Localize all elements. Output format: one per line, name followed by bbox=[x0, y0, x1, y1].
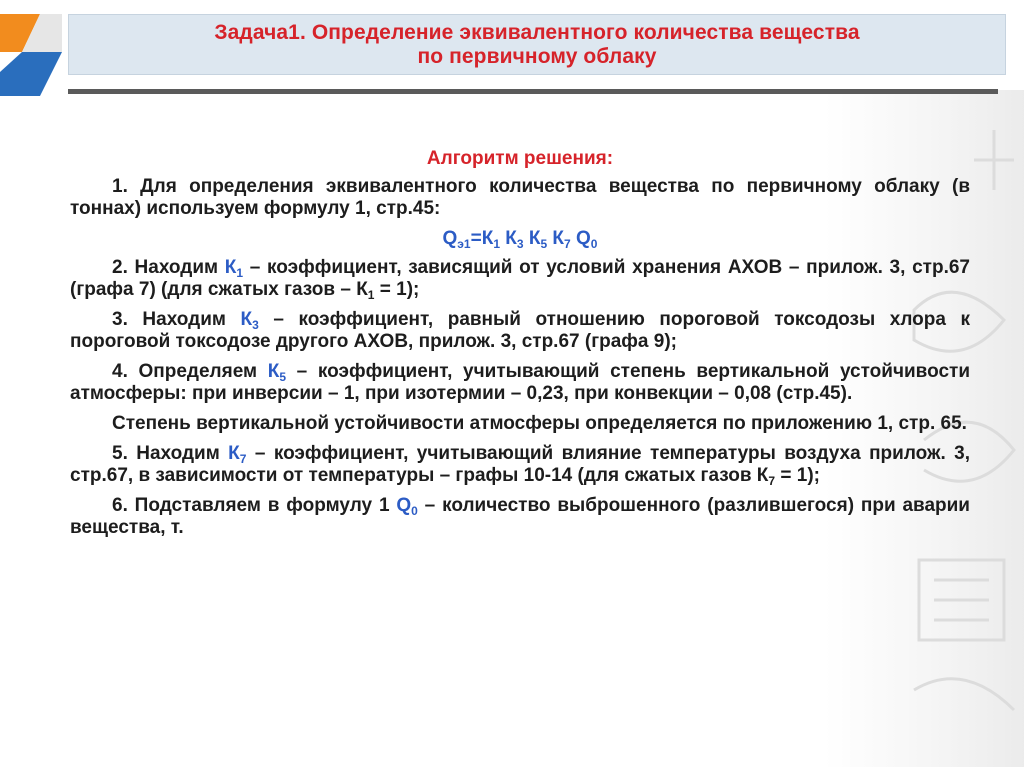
formula-k7-sub: 7 bbox=[564, 237, 571, 251]
step-6 bbox=[70, 495, 970, 539]
title-banner bbox=[68, 14, 1006, 75]
coef-k1 bbox=[225, 257, 243, 278]
formula-k7: К bbox=[547, 228, 565, 249]
coef-k3 bbox=[241, 309, 259, 330]
stability-note: Степень вертикальной устойчивости атмосферы определяется по приложению 1, стр. 65. bbox=[112, 413, 967, 434]
coef-q0-letter: Q bbox=[396, 495, 412, 516]
step-3-prefix: 3. Находим bbox=[112, 309, 241, 330]
formula-k5: К bbox=[523, 228, 541, 249]
coef-k1-letter: К bbox=[224, 257, 237, 278]
step-5 bbox=[70, 443, 970, 487]
formula-k5-sub: 5 bbox=[540, 237, 548, 251]
step-3-text: – коэффициент, равный отношению пороговой токсодозы хлора к пороговой токсодозе другого АХОВ, прилож. 3, стр.67 (графа 9); bbox=[70, 309, 970, 352]
step-5-text: – коэффициент, учитывающий влияние температуры воздуха прилож. 3, стр.67, в зависимости от температуры – графы 10-14 (для сжатых газов К bbox=[70, 443, 970, 486]
formula-q-sub: э1 bbox=[457, 237, 471, 251]
step-6-prefix: 6. Подставляем в формулу 1 bbox=[112, 495, 397, 516]
step-5-post: = 1); bbox=[775, 465, 820, 486]
step-2-text: – коэффициент, зависящий от условий хранения АХОВ – прилож. 3, стр.67 (графа 7) (для сжатых газов – К bbox=[70, 257, 970, 300]
step-2-prefix: 2. Находим bbox=[112, 257, 225, 278]
step-2 bbox=[70, 257, 970, 301]
step-4-text: – коэффициент, учитывающий степень вертикальной устойчивости атмосферы: при инверсии – 1, при изотермии – 0,23, при конвекции – 0,08 (стр.45). bbox=[70, 361, 970, 404]
coef-k7-sub: 7 bbox=[239, 452, 247, 466]
page-title-line-2: по первичному облаку bbox=[417, 45, 657, 68]
coef-k7 bbox=[228, 443, 246, 464]
formula-q: Q bbox=[442, 228, 458, 249]
formula-k3-sub: 3 bbox=[516, 237, 524, 251]
section-heading: Алгоритм решения: bbox=[426, 148, 614, 169]
step-3 bbox=[70, 309, 970, 353]
formula-k1: =К bbox=[470, 228, 494, 249]
coef-k5-sub: 5 bbox=[279, 370, 286, 384]
step-2-inner-sub: 1 bbox=[367, 288, 375, 302]
coef-k5 bbox=[268, 361, 286, 382]
step-6-text: – количество выброшенного (разлившегося) при аварии вещества, т. bbox=[70, 495, 970, 538]
formula-q0: Q bbox=[570, 228, 591, 249]
formula-q0-sub: 0 bbox=[590, 237, 598, 251]
coef-q0 bbox=[396, 495, 417, 516]
algorithm-content bbox=[70, 148, 970, 547]
page-title-line-1: Задача1. Определение эквивалентного количества вещества bbox=[214, 21, 860, 44]
formula-1 bbox=[70, 228, 970, 250]
coef-k7-letter: К bbox=[228, 443, 240, 464]
coef-k3-letter: К bbox=[240, 309, 253, 330]
title-divider bbox=[68, 89, 998, 94]
step-4 bbox=[70, 361, 970, 405]
step-2-post: = 1); bbox=[374, 279, 420, 300]
formula-k3: К bbox=[500, 228, 517, 249]
coef-k3-sub: 3 bbox=[252, 318, 259, 332]
formula-k1-sub: 1 bbox=[493, 237, 500, 251]
step-5-inner-sub: 7 bbox=[768, 474, 776, 488]
coef-k5-letter: К bbox=[267, 361, 280, 382]
coef-k1-sub: 1 bbox=[236, 266, 244, 280]
step-5-prefix: 5. Находим bbox=[112, 443, 229, 464]
logo-icon bbox=[0, 0, 66, 108]
step-1: 1. Для определения эквивалентного количества вещества по первичному облаку (в тоннах) используем формулу 1, стр.45: bbox=[70, 176, 970, 219]
coef-q0-sub: 0 bbox=[411, 504, 418, 518]
step-4-prefix: 4. Определяем bbox=[112, 361, 268, 382]
